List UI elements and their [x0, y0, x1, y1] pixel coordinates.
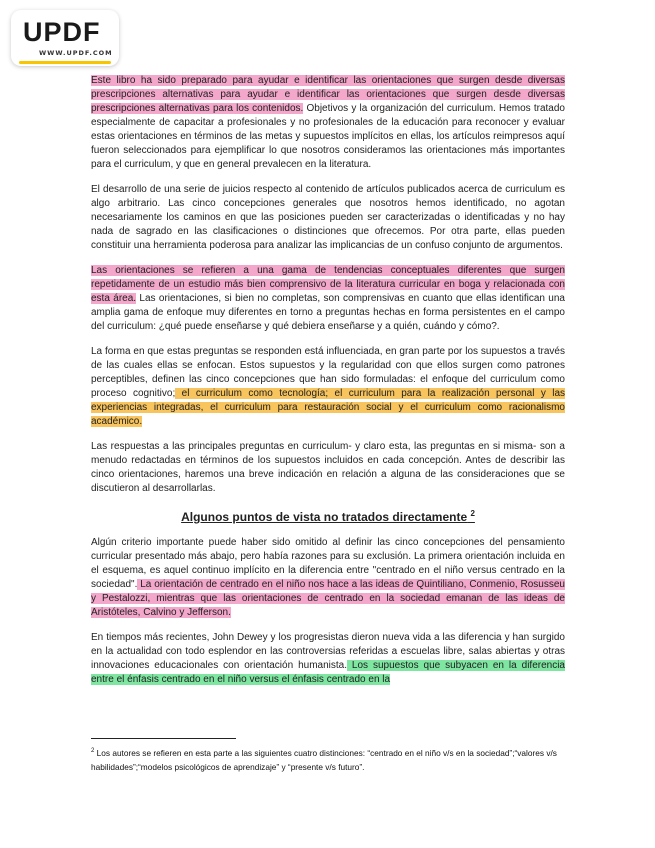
pink-highlight: La orientación de centrado en el niño nos hace a las ideas de Quintiliano, Conmenio, Rosusseu y Pestalozzi, mientras que las orientaciones de centrado en la sociedad emanan de las ideas de Aristóteles, Calvino y Jefferson. [91, 579, 565, 618]
document-body [91, 74, 565, 698]
heading-text: Algunos puntos de vista no tratados directamente [181, 510, 468, 524]
pink-highlight: Este libro ha sido preparado para ayudar e identificar las orientaciones que surgen desde diversas prescripciones alternativas para ayudar e identificar las orientaciones que surgen desde diversas prescripciones alternativas para los contenidos. [91, 75, 565, 114]
paragraph-text: Objetivos y la organización del curriculum. Hemos tratado especialmente de capacitar a profesionales y no profesionales de la educación para reconocer y evaluar estas orientaciones en términos de las metas y supuestos implícitos en ellas, los artículos reimpresos aquí fueron seleccionados para ejemplificar lo que nosotros consideramos las orientaciones más importantes para el curriculum, y que en general prevalecen en la literatura. [91, 103, 565, 170]
logo-accent-bar [19, 61, 111, 64]
section-heading [91, 507, 565, 524]
pink-highlight: Las orientaciones se refieren a una gama de tendencias conceptuales diferentes que surgen repetidamente de un estudio más bien comprensivo de la literatura curricular en boga y relacionada con esta área. [91, 265, 565, 304]
yellow-highlight: el curriculum como tecnología; el curriculum para la realización personal y las experiencias integradas, el curriculum para restauración social y el curriculum como racionalismo académico. [91, 388, 565, 427]
paragraph-5: Las respuestas a las principales preguntas en curriculum- y claro esta, las preguntas en si misma- son a menudo redactadas en términos de los supuestos incluidos en cada concepción. Antes de describir las cinco orientaciones, haremos una breve indicación en relación a alguna de las consideraciones que se discutieron al desarrollarlas. [91, 441, 565, 494]
paragraph-text: Las orientaciones, si bien no completas, son comprensivas en cuanto que ellas identifican una amplia gama de enfoque muy diferentes en torno a preguntas hechas en forma persistentes en el campo del curriculum: ¿qué puede enseñarse y qué debiera enseñarse y a quién, cuándo y cómo?. [91, 293, 565, 332]
green-highlight: Los supuestos que subyacen en la diferencia entre el énfasis centrado en el niño versus el énfasis centrado en la [91, 660, 565, 685]
paragraph-3 [91, 264, 565, 334]
heading-footnote-ref[interactable]: 2 [470, 509, 475, 518]
footnote-number: 2 [91, 748, 95, 754]
logo-url: WWW.UPDF.COM [39, 49, 113, 57]
paragraph-6 [91, 536, 565, 620]
paragraph-text: La forma en que estas preguntas se responden está influenciada, en gran parte por los supuestos a través de las cuales ellas se enfocan. Estos supuestos y la regularidad con que ellos surgen como patrones perceptibles, definen las cinco concepciones que han sido formuladas: el enfoque del curriculum como proceso cognitivo; [91, 346, 565, 399]
paragraph-text: Algún criterio importante puede haber sido omitido al definir las cinco concepciones del pensamiento curricular presentado más abajo, pero había razones para su exclusión. La primera orientación incluida en el esquema, es aquel continuo implícito en la diferencia entre "centrado en el niño versus centrado en la sociedad". [91, 537, 565, 590]
logo-wordmark: UPDF [23, 17, 101, 47]
footnote-text: Los autores se refieren en esta parte a las siguientes cuatro distinciones: “centrado en el niño v/s en la sociedad”;“valores v/s habilidades”;“modelos psicológicos de aprendizaje” y “presente v/s futuro”. [91, 747, 557, 772]
paragraph-7 [91, 631, 565, 687]
updf-logo [11, 10, 119, 66]
paragraph-4 [91, 345, 565, 429]
paragraph-1 [91, 74, 565, 172]
footnote-divider [91, 738, 236, 739]
paragraph-2: El desarrollo de una serie de juicios respecto al contenido de artículos publicados acerca de curriculum es algo arbitrario. Las cinco concepciones generales que nosotros hemos identificado, no agotan necesariamente los caminos en que las posiciones pueden ser caracterizadas o identificadas y no hay nada de sagrado en las clasificaciones o distinciones que ofrecemos. Por otra parte, ellas pueden constituir una herramienta poderosa para analizar las implicancias de un confuso conjunto de argumentos. [91, 184, 565, 251]
paragraph-text: En tiempos más recientes, John Dewey y los progresistas dieron nueva vida a las diferencia y han surgido en la actualidad con todo esplendor en las controversias referidas a escuelas libre, salas abiertas y otras innovaciones educacionales con orientación humanista. [91, 632, 565, 671]
footnote [91, 744, 565, 774]
